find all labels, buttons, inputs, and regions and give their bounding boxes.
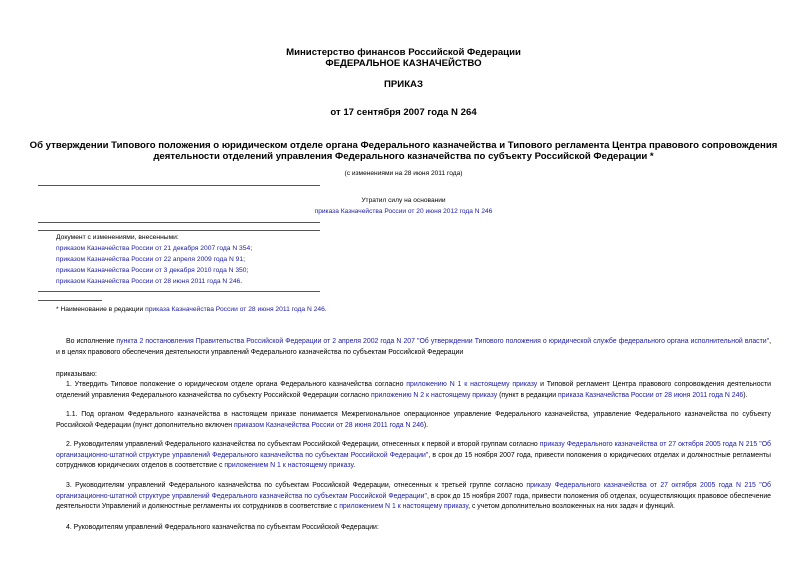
- paragraph-2: [56, 440, 771, 472]
- amendment-link[interactable]: приказом Казначейства России от 21 декабря 2007 года N 354: [56, 245, 251, 252]
- footnote-link[interactable]: приказа Казначейства России от 28 июня 2011 года N 246: [145, 306, 325, 313]
- p1-text: ).: [743, 391, 748, 399]
- ministry-name: Министерство финансов Российской Федерации: [286, 47, 521, 58]
- order-215-link[interactable]: приказу Федерального казначейства от 27 октября 2005 года N 215 "Об организационно-штатной структуре управлений Федерального казначейства по субъектам Российской Федерации": [56, 441, 771, 459]
- list-item: [56, 277, 242, 287]
- paragraph-4: 4. Руководителям управлений Федерального казначейства по субъектам Российской Федерации:: [66, 524, 379, 531]
- order-246-link[interactable]: приказа Казначейства России от 28 июня 2011 года N 246: [558, 391, 744, 399]
- changes-note: (с изменениями на 28 июня 2011 года): [344, 170, 463, 177]
- p1-text: (пункт в редакции: [497, 391, 559, 399]
- p2-text: , в срок до 15 ноября 2007 года, привести положения о юридических отделах и должностные регламенты сотрудников юридических отделов в соответствие с: [56, 451, 772, 470]
- appendix-2-link[interactable]: приложению N 2 к настоящему приказу: [370, 391, 498, 399]
- list-item-tail: ;: [243, 256, 245, 263]
- document-date: от 17 сентября 2007 года N 264: [330, 107, 477, 118]
- divider: [38, 291, 320, 292]
- divider: [38, 185, 320, 186]
- order-246-link[interactable]: приказом Казначейства России от 28 июня 2011 года N 246: [234, 421, 424, 429]
- amendment-link[interactable]: приказом Казначейства России от 22 апреля 2009 года N 91: [56, 256, 244, 263]
- footnote-divider: [38, 300, 102, 301]
- list-item-tail: ;: [246, 267, 249, 274]
- intro-prefix: Во исполнение: [66, 338, 117, 345]
- list-item: [56, 244, 252, 254]
- intro-paragraph: [56, 337, 771, 358]
- divider: [38, 230, 320, 231]
- list-item-tail: ;: [250, 245, 253, 252]
- p1-text: и Типовой регламент Центра правового сопровождения деятельности отделений управления Федерального казначейства по субъекту Российской Федерации согласно: [56, 381, 771, 399]
- p1-text: 1. Утвердить Типовое положение о юридическом отделе органа Федерального казначейства согласно: [66, 381, 407, 388]
- list-item: [56, 266, 248, 276]
- appendix-1-link[interactable]: приложением N 1 к настоящему приказу: [339, 503, 469, 511]
- footnote-prefix: * Наименование в редакции: [56, 306, 146, 313]
- p2-text: .: [353, 462, 356, 470]
- order-word: приказываю:: [56, 371, 97, 378]
- document-type: ПРИКАЗ: [384, 79, 423, 90]
- list-item-tail: .: [240, 278, 243, 285]
- p11-text: 1.1. Под органом Федерального казначейства в настоящем приказе понимается Межрегиональное операционное управление Федерального казначейства, управление Федерального казначейства по субъекту Российской Федерации (пункт дополнительно включен: [56, 411, 771, 429]
- p2-text: 2. Руководителям управлений Федерального казначейства по субъектам Российской Федерации, отнесенных к первой и второй группам согласно: [66, 441, 540, 448]
- document-title-line1: Об утверждении Типового положения о юридическом отделе органа Федерального казначейства и Типового регламента Центра правового сопровождения: [29, 140, 778, 151]
- intro-suffix: , и в целях правового обеспечения деятельности управлений Федерального казначейства по субъектам Российской Федерации: [56, 338, 771, 356]
- amendments-header: Документ с изменениями, внесенными:: [56, 234, 179, 241]
- paragraph-1: [56, 380, 771, 401]
- footnote: [56, 305, 327, 315]
- divider: [38, 222, 320, 223]
- paragraph-1-1: [56, 410, 771, 431]
- appendix-1-link[interactable]: приложением N 1 к настоящему приказу: [224, 462, 354, 470]
- p3-text: , в срок до 15 ноября 2007 года, привести положения об отделах, осуществляющих правовое обеспечение деятельности Управлений и должностные регламенты их сотрудников в соответствие с: [56, 492, 772, 511]
- list-item: [56, 255, 245, 265]
- p11-text: ).: [423, 421, 429, 429]
- resolution-link[interactable]: пункта 2 постановления Правительства Российской Федерации от 2 апреля 2002 года N 207 "Об утверждении Типового положения о юридической службе федерального органа исполнительной власти": [116, 338, 770, 345]
- p3-text: 3. Руководителям управлений Федерального казначейства по субъектам Российской Федерации, отнесенных к третьей группе согласно: [66, 482, 527, 489]
- amendment-link[interactable]: приказом Казначейства России от 3 декабря 2010 года N 350: [56, 267, 247, 274]
- expired-label: Утратил силу на основании: [361, 197, 446, 204]
- document-title-line2: деятельности отделений управления Федерального казначейства по субъекту Российской Федерации *: [153, 151, 654, 162]
- p3-text: , с учетом дополнительно возложенных на них задач и функций.: [468, 503, 675, 511]
- paragraph-3: [56, 481, 771, 513]
- agency-name: ФЕДЕРАЛЬНОЕ КАЗНАЧЕЙСТВО: [325, 58, 482, 69]
- amendment-link[interactable]: приказом Казначейства России от 28 июня 2011 года N 246: [56, 278, 241, 285]
- order-215-link[interactable]: приказу Федерального казначейства от 27 октября 2005 года N 215 "Об организационно-штатной структуре управлений Федерального казначейства по субъектам Российской Федерации": [56, 482, 771, 500]
- appendix-1-link[interactable]: приложению N 1 к настоящему приказу: [406, 381, 538, 388]
- footnote-suffix: .: [324, 306, 327, 313]
- expired-link[interactable]: приказа Казначейства России от 20 июня 2012 года N 246: [314, 208, 493, 215]
